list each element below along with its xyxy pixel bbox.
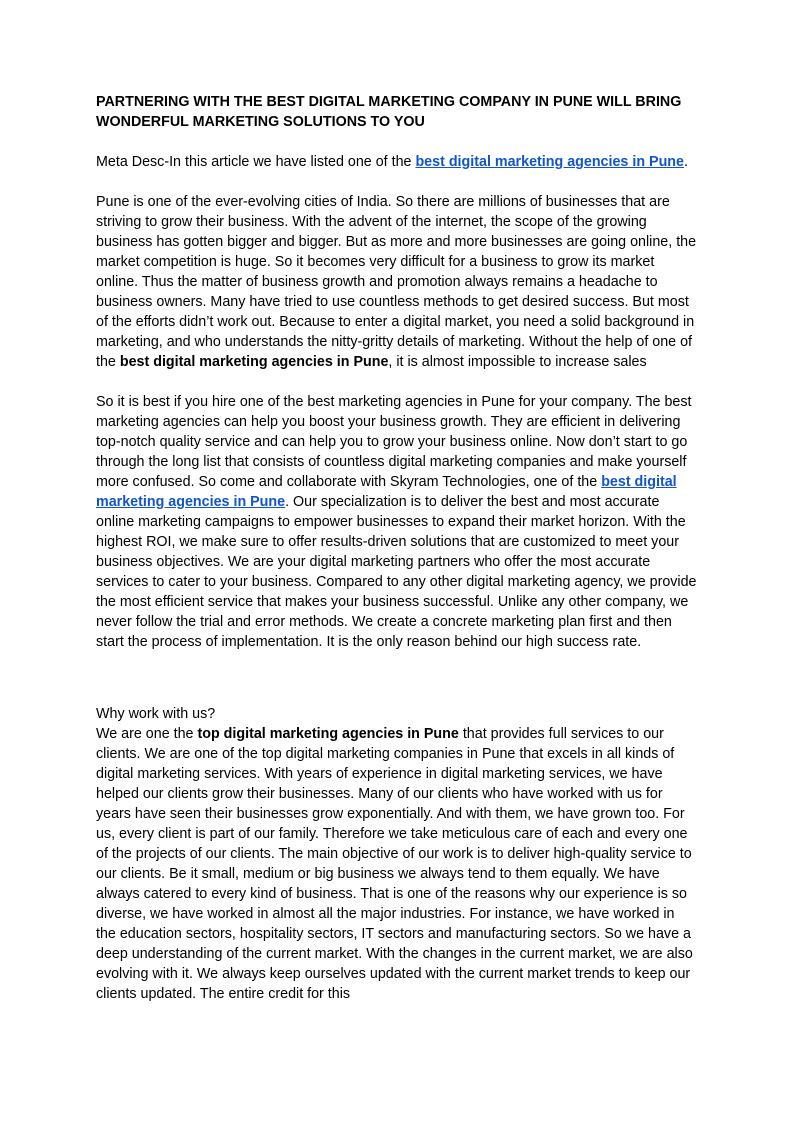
link-best-digital-marketing-agencies-meta[interactable]: best digital marketing agencies in Pune: [415, 154, 684, 170]
collaborate-text-start: So it is best if you hire one of the best marketing agencies in Pune for your company. The best marketing agencies can help you boost your business growth. They are efficient in delivering top-notch quality service and can help you to grow your business online. Now don’t start to go through the long list that consists of countless digital marketing companies and make yourself more confused. So come and collaborate with Skyram Technologies, one of the: [96, 394, 692, 490]
intro-text-start: Pune is one of the ever-evolving cities of India. So there are millions of businesses that are striving to grow their business. With the advent of the internet, the scope of the growing business has gotten bigger and bigger. But as more and more businesses are going online, the market competition is huge. So it becomes very difficult for a business to grow its market online. Thus the matter of business growth and promotion always remains a headache to business owners. Many have tried to use countless methods to get desired success. But most of the efforts didn’t work out. Because to enter a digital market, you need a solid background in marketing, and who understands the nitty-gritty details of marketing. Without the help of one of the: [96, 194, 697, 370]
why-work-with-us-question: Why work with us?: [96, 706, 216, 722]
meta-description-lead: Meta Desc-In this article we have listed one of the: [96, 154, 416, 170]
why-text-start: We are one the: [96, 726, 198, 742]
link-best-digital-marketing-agencies-body[interactable]: best digital marketing agencies in Pune: [96, 474, 677, 510]
why-text-end: that provides full services to our clients. We are one of the top digital marketing companies in Pune that excels in all kinds of digital marketing services. With years of experience in digital marketing services, we have helped our clients grow their businesses. Many of our clients who have worked with us for years have seen their businesses grow exponentially. And with them, we have grown too. For us, every client is part of our family. Therefore we take meticulous care of each and every one of the projects of our clients. The main objective of our work is to deliver high-quality service to our clients. Be it small, medium or big business we always tend to them equally. We have always catered to every kind of business. That is one of the reasons why our experience is so diverse, we have worked in almost all the major industries. For instance, we have worked in the education sectors, hospitality sectors, IT sectors and manufacturing sectors. So we have a deep understanding of the current market. With the changes in the current market, we are also evolving with it. We always keep ourselves updated with the current market trends to keep our clients updated. The entire credit for this: [96, 726, 693, 1002]
collaborate-paragraph: [96, 392, 697, 652]
meta-description-tail: .: [684, 154, 688, 170]
intro-text-end: , it is almost impossible to increase sales: [388, 354, 647, 370]
intro-bold-phrase: best digital marketing agencies in Pune: [119, 354, 389, 370]
why-work-with-us-paragraph: [96, 724, 697, 1004]
article-title: PARTNERING WITH THE BEST DIGITAL MARKETING COMPANY IN PUNE WILL BRING WONDERFUL MARKETING SOLUTIONS TO YOU: [96, 94, 682, 130]
meta-description-paragraph: [96, 152, 697, 172]
collaborate-text-end: . Our specialization is to deliver the best and most accurate online marketing campaigns to empower businesses to expand their market horizon. With the highest ROI, we make sure to offer results-driven solutions that are customized to meet your business objectives. We are your digital marketing partners who offer the most accurate services to cater to your business. Compared to any other digital marketing agency, we provide the most efficient service that makes your business successful. Unlike any other company, we never follow the trial and error methods. We create a concrete marketing plan first and then start the process of implementation. It is the only reason behind our high success rate.: [96, 494, 697, 650]
why-bold-phrase: top digital marketing agencies in Pune: [197, 726, 459, 742]
intro-paragraph: [96, 192, 697, 372]
